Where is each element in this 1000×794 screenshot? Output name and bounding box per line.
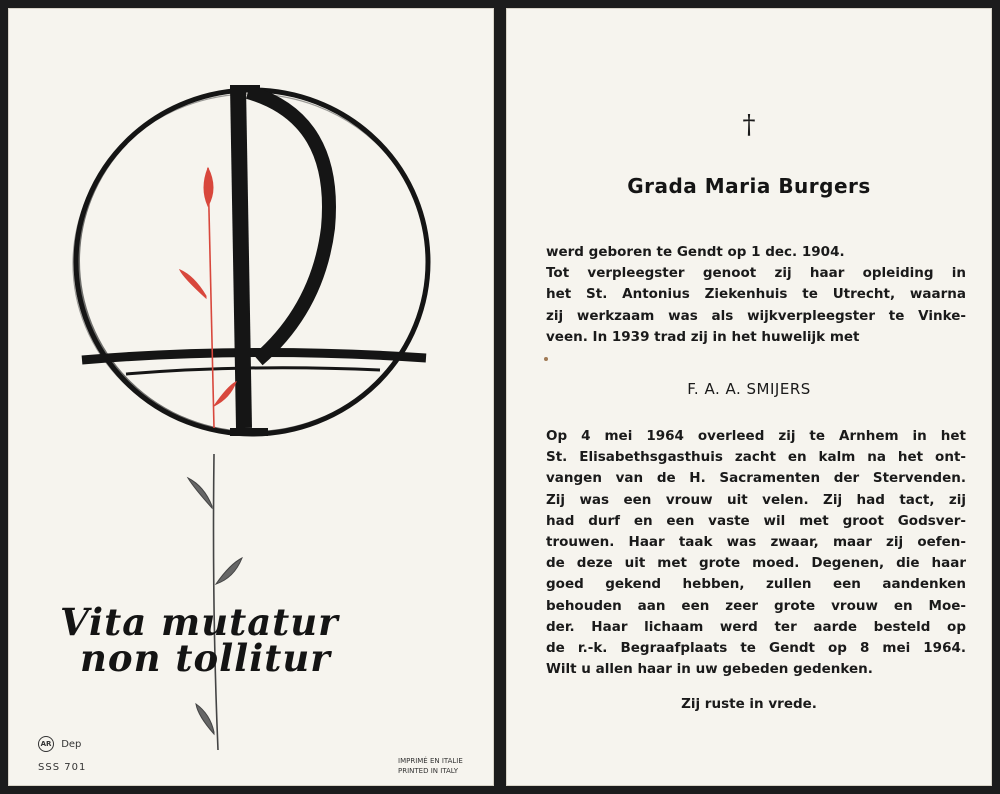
cross-icon: † xyxy=(742,110,756,140)
deceased-name: Grada Maria Burgers xyxy=(627,174,871,198)
memorial-paragraph xyxy=(546,426,966,680)
text-line: behouden aan een zeer grote vrouw en Moe- xyxy=(546,597,966,614)
biography-paragraph xyxy=(546,242,966,348)
publisher-mark xyxy=(38,736,86,773)
text-line: Tot verpleegster genoot zij haar opleiding in xyxy=(546,265,966,282)
text-line: Op 4 mei 1964 overleed zij te Arnhem in het xyxy=(546,428,966,444)
text-line: St. Elisabethsgasthuis zacht en kalm na het ont- xyxy=(546,449,966,466)
motto-line-2: non tollitur xyxy=(80,636,331,680)
text-line: Wilt u allen haar in uw gebeden gedenken. xyxy=(546,661,873,678)
front-card xyxy=(8,8,494,786)
text-line: der. Haar lichaam werd ter aarde besteld op xyxy=(546,618,966,635)
spouse-name: F. A. A. SMIJERS xyxy=(687,380,811,398)
text-line: zij werkzaam was als wijkverpleegster te Vinke- xyxy=(546,307,966,324)
text-line: trouwen. Haar taak was zwaar, maar zij oefen- xyxy=(546,534,966,551)
text-line: het St. Antonius Ziekenhuis te Utrecht, waarna xyxy=(546,286,966,303)
text-line: veen. In 1939 trad zij in het huwelijk met xyxy=(546,328,860,345)
text-line: de r.-k. Begraafplaats te Gendt op 8 mei 1964. xyxy=(546,640,966,657)
text-card xyxy=(506,8,992,786)
motto xyxy=(60,600,460,680)
text-line: vangen van de H. Sacramenten der Stervenden. xyxy=(546,470,966,487)
printed-notice xyxy=(398,756,463,776)
motto-line-1: Vita mutatur xyxy=(60,600,339,644)
closing-blessing: Zij ruste in vrede. xyxy=(681,696,817,712)
text-line: had durf en een vaste wil met groot Godsver- xyxy=(546,512,966,529)
text-line: de deze uit met grote moed. Degenen, die haar xyxy=(546,555,966,572)
text-line: Zij was een vrouw uit velen. Zij had tact, zij xyxy=(546,491,966,508)
printed-line-1: IMPRIMÉ EN ITALIE xyxy=(398,757,463,765)
text-line: goed gekend hebben, zullen een aandenken xyxy=(546,576,966,593)
publisher-logo-icon: AR xyxy=(38,736,54,752)
text-line: werd geboren te Gendt op 1 dec. 1904. xyxy=(546,244,845,260)
printed-line-2: PRINTED IN ITALY xyxy=(398,767,459,775)
publisher-code: SSS 701 xyxy=(38,762,87,773)
ink-spot xyxy=(544,357,548,361)
publisher-dep: Dep xyxy=(61,738,82,750)
